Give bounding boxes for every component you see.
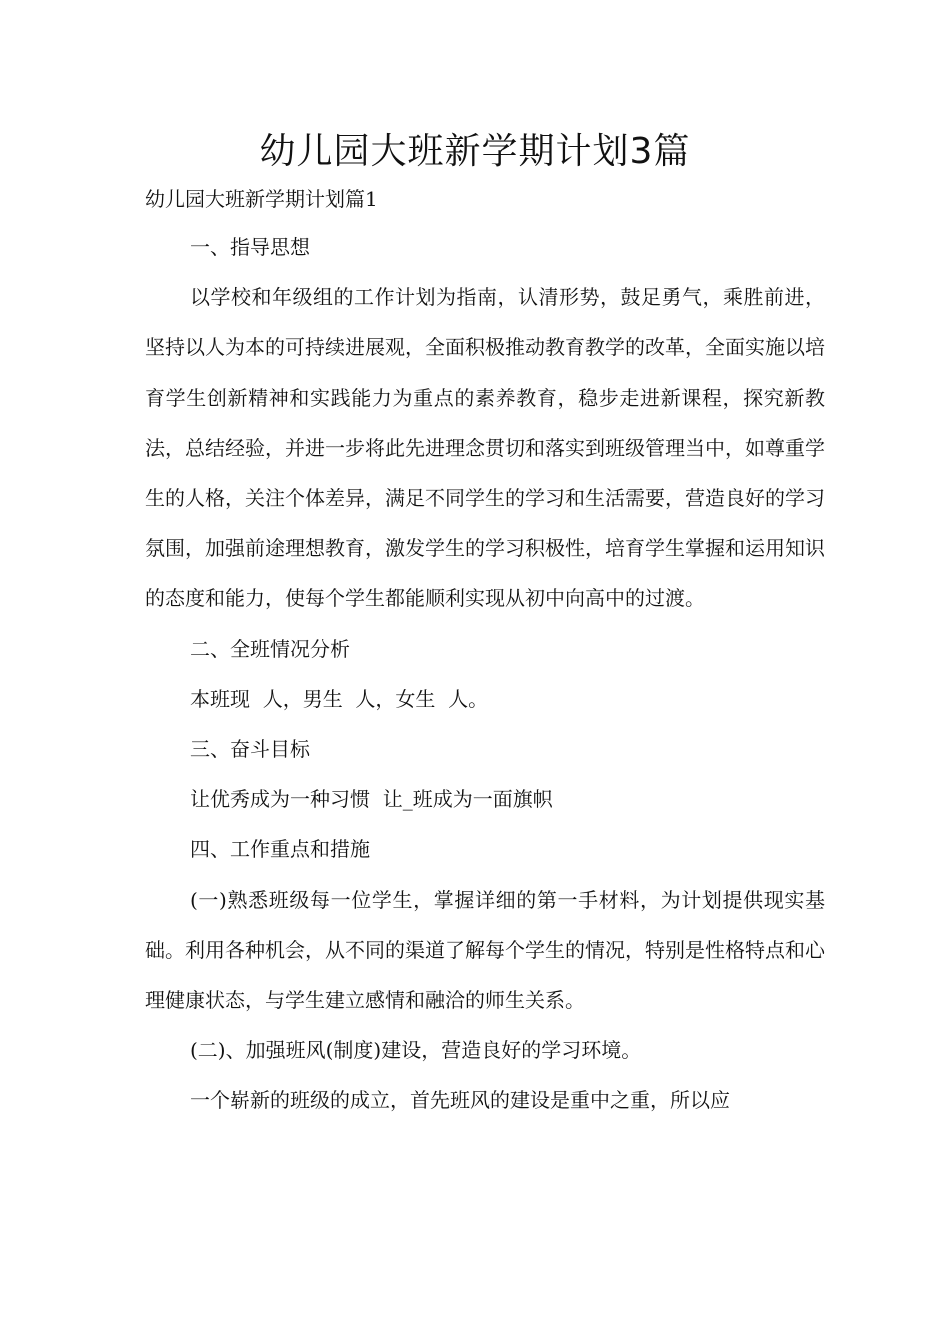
- document-body: [145, 222, 825, 1126]
- section-heading-class-analysis: 二、全班情况分析: [190, 636, 350, 661]
- section-heading-goals: 三、奋斗目标: [190, 737, 310, 762]
- paragraph-class-culture-heading: (二)、加强班风(制度)建设，营造良好的学习环境。: [190, 1038, 642, 1063]
- section-heading-key-work: 四、工作重点和措施: [190, 837, 370, 862]
- paragraph-guiding-ideology: 以学校和年级组的工作计划为指南，认清形势，鼓足勇气，乘胜前进，坚持以人为本的可持续进展观，全面积极推动教育教学的改革，全面实施以培育学生创新精神和实践能力为重点的素养教育，稳步走进新课程，探究新教法，总结经验，并进一步将此先进理念贯切和落实到班级管理当中，如尊重学生的人格，关注个体差异，满足不同学生的学习和生活需要，营造良好的学习氛围，加强前途理想教育，激发学生的学习积极性，培育学生掌握和运用知识的态度和能力，使每个学生都能顺利实现从初中向高中的过渡。: [145, 285, 825, 611]
- paragraph-goals: 让优秀成为一种习惯 让_班成为一面旗帜: [190, 787, 553, 812]
- paragraph-class-analysis: 本班现 人，男生 人，女生 人。: [190, 686, 489, 711]
- paragraph-class-culture: 一个崭新的班级的成立，首先班风的建设是重中之重，所以应: [190, 1088, 730, 1113]
- document-subtitle: 幼儿园大班新学期计划篇1: [145, 187, 378, 211]
- paragraph-know-students: (一)熟悉班级每一位学生，掌握详细的第一手材料，为计划提供现实基础。利用各种机会，从不同的渠道了解每个学生的情况，特别是性格特点和心理健康状态，与学生建立感情和融洽的师生关系。: [145, 887, 825, 1013]
- document-title: 幼儿园大班新学期计划3篇: [259, 131, 691, 172]
- section-heading-guiding-ideology: 一、指导思想: [190, 235, 310, 259]
